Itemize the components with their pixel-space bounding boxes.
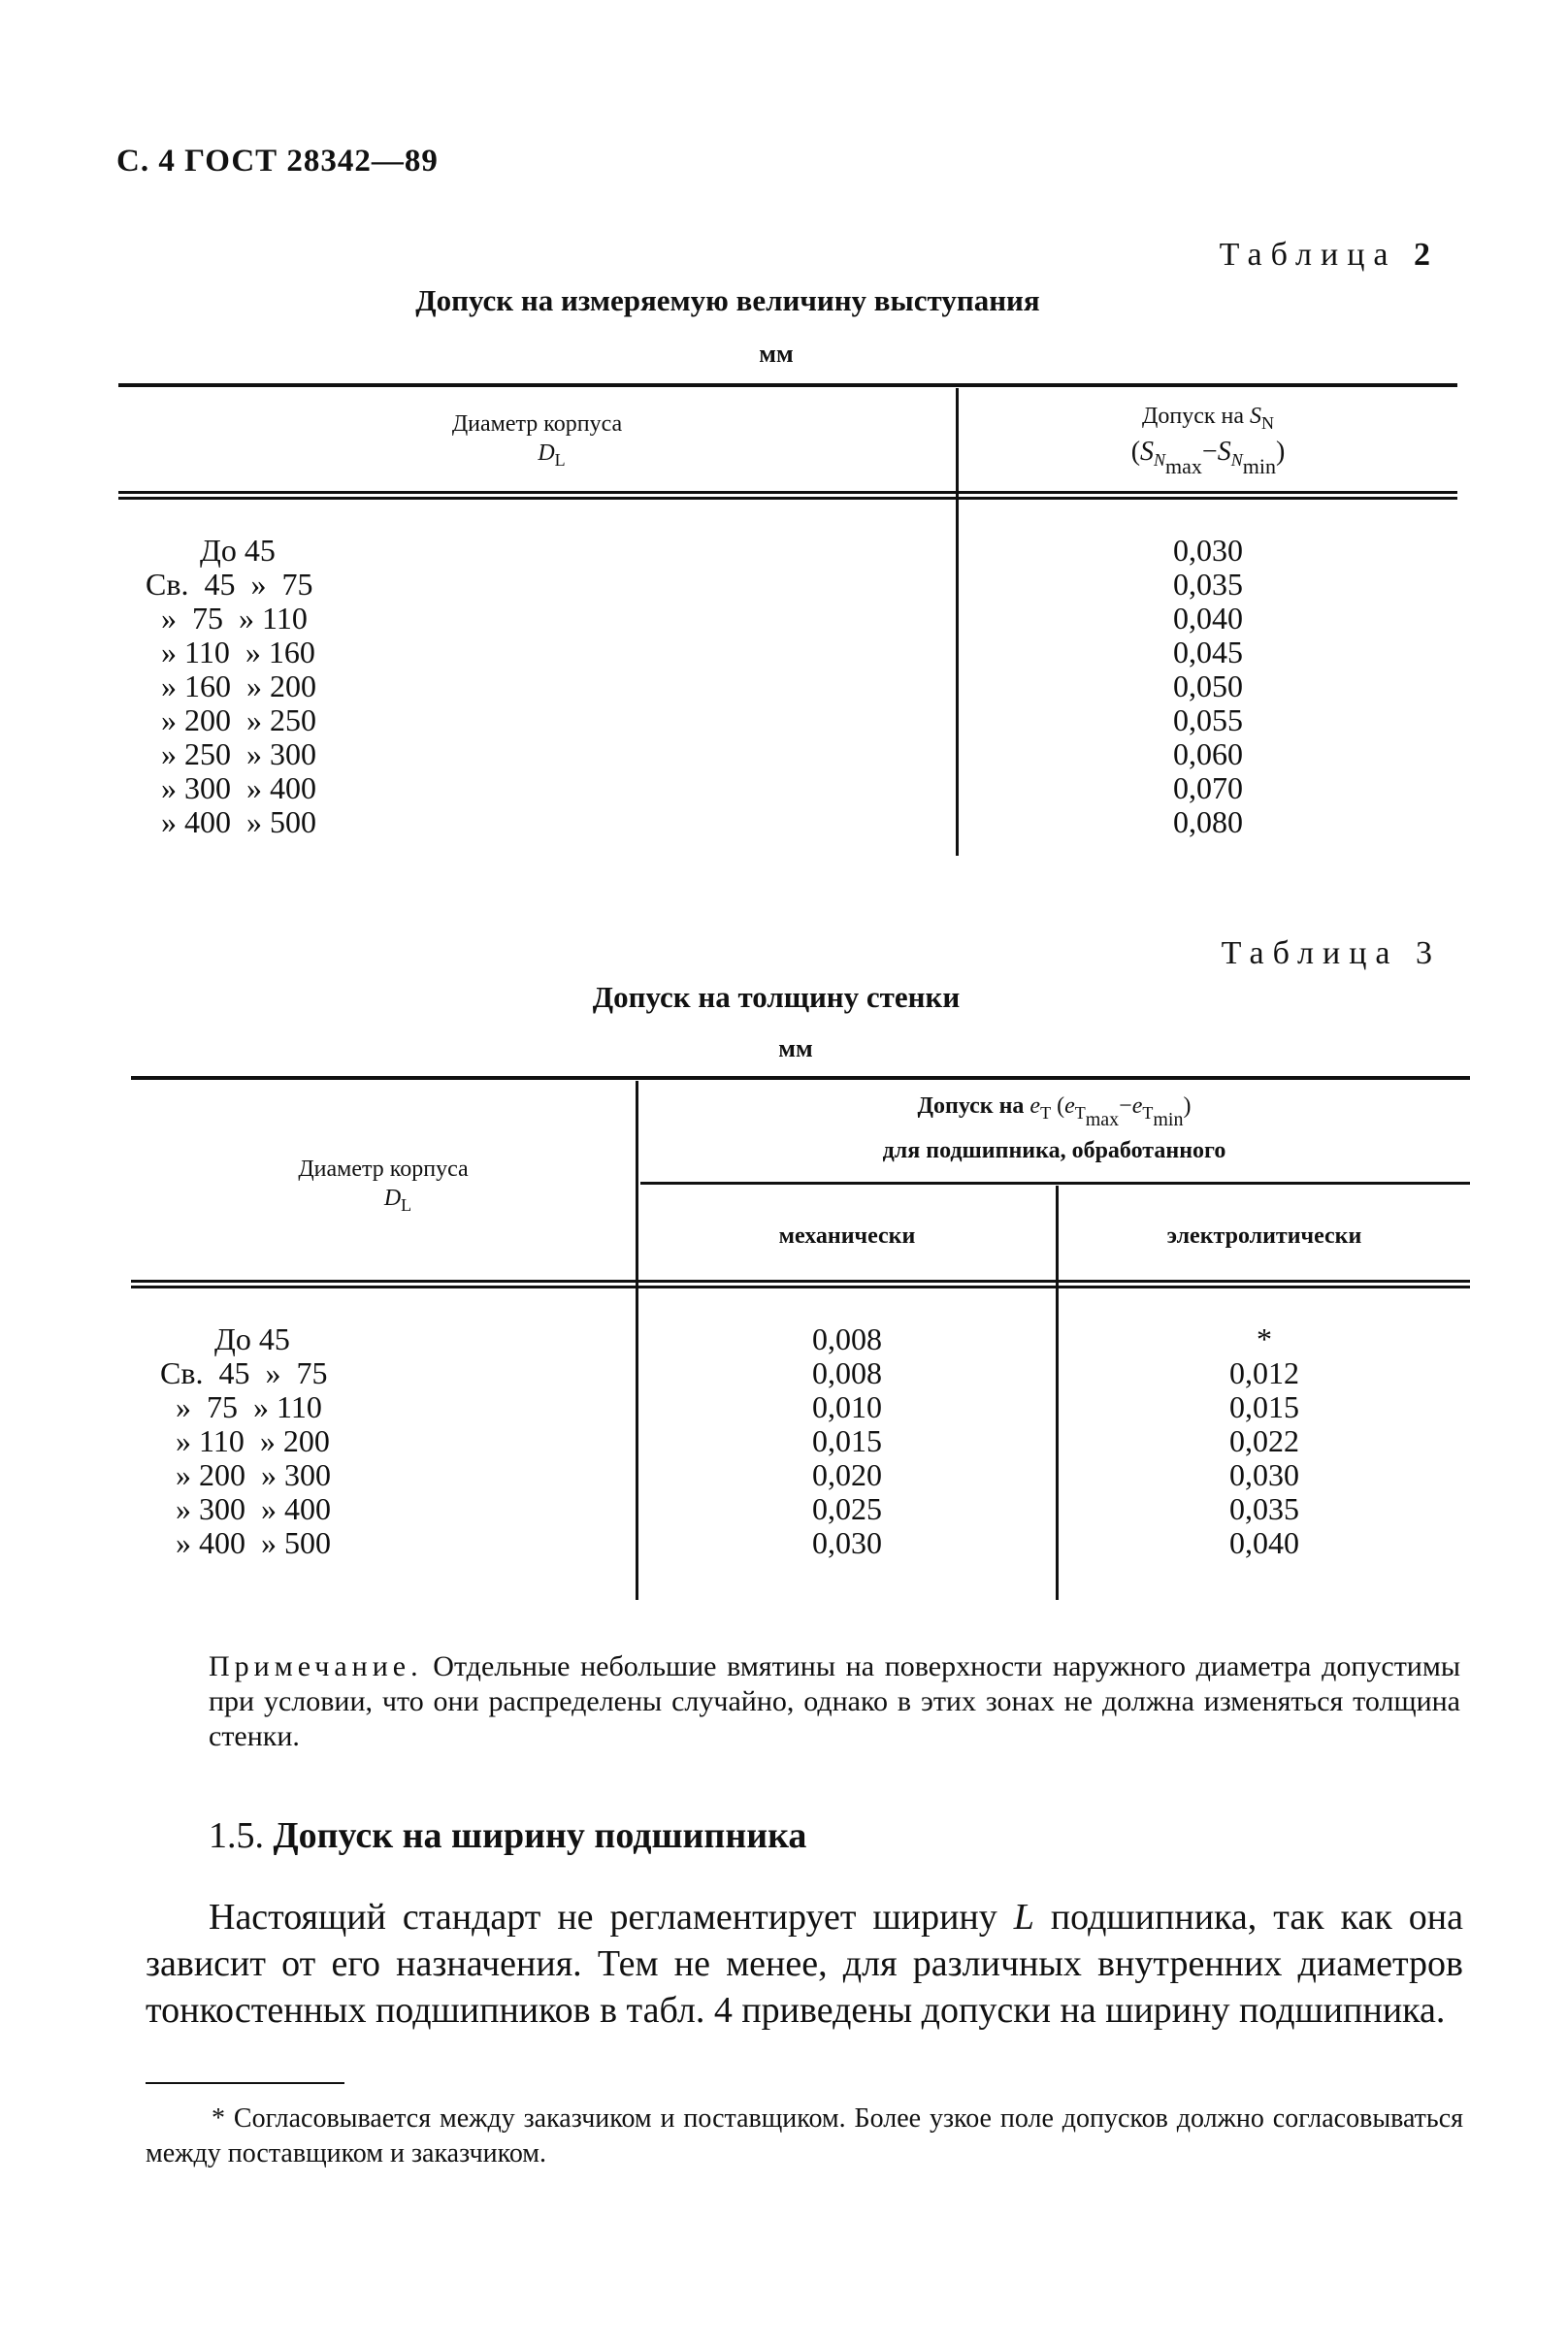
- table3-group-header-line1: Допуск на $e_T$ $(e_{Tmax}-e_{Tmin})$: [917, 1093, 1192, 1130]
- body-paragraph: [146, 1894, 1463, 2034]
- table2-tolerance-column: [959, 534, 1457, 839]
- table3-row-mechanical: 0,015: [812, 1423, 882, 1458]
- table3-group-rule: [640, 1182, 1470, 1185]
- table2-row-tolerance: 0,055: [1173, 702, 1243, 737]
- table3-header-rule-2: [131, 1286, 1470, 1288]
- table3-row-mechanical: 0,025: [812, 1491, 882, 1526]
- table3-label-word: Таблица: [1221, 935, 1399, 971]
- table3-row-mechanical: 0,010: [812, 1389, 882, 1424]
- table2-diameter-column: [146, 534, 316, 839]
- table3-row-electrolytic: *: [1257, 1321, 1272, 1356]
- table3-col1-header: [131, 1155, 636, 1220]
- table3-row-electrolytic: 0,030: [1229, 1457, 1299, 1492]
- table3-subcol-mechanical: механически: [778, 1223, 916, 1249]
- table2-row-diameter: Св. 45 » 75: [146, 567, 313, 602]
- table2-row-tolerance: 0,070: [1173, 770, 1243, 805]
- table2-label: [1067, 237, 1430, 274]
- paragraph-text-before: Настоящий стандарт не регламентирует ширину: [209, 1897, 997, 1938]
- table3-row-diameter: » 400 » 500: [160, 1525, 331, 1560]
- table3-row-diameter: » 200 » 300: [160, 1457, 331, 1492]
- table3-row-electrolytic: 0,012: [1229, 1355, 1299, 1390]
- table2-row-diameter: До 45: [146, 533, 276, 568]
- table3-col1-header-text: Диаметр корпуса: [298, 1157, 469, 1182]
- table3-electrolytic-column: [1059, 1322, 1470, 1560]
- table2-unit: мм: [759, 340, 794, 368]
- table2-col2-header: [959, 402, 1457, 481]
- table2-label-word: Таблица: [1219, 237, 1397, 273]
- footnote-marker: *: [212, 2103, 225, 2134]
- table3-title: Допуск на толщину стенки: [592, 980, 961, 1014]
- table3-number: 3: [1416, 935, 1432, 971]
- section-number: 1.5.: [209, 1815, 264, 1856]
- table2-row-diameter: » 400 » 500: [146, 804, 316, 839]
- table3-row-diameter: До 45: [160, 1321, 290, 1356]
- table3-row-mechanical: 0,008: [812, 1355, 882, 1390]
- table2-row-diameter: » 75 » 110: [146, 601, 308, 636]
- table3-row-electrolytic: 0,035: [1229, 1491, 1299, 1526]
- table2-row-diameter: » 160 » 200: [146, 668, 316, 703]
- table2-col1-header-text: Диаметр корпуса: [451, 411, 623, 437]
- table-note: [209, 1649, 1460, 1754]
- table2-row-diameter: » 200 » 250: [146, 702, 316, 737]
- footnote-text: Согласовывается между заказчиком и поставщиком. Более узкое поле допусков должно согласовываться между поставщиком и заказчиком.: [146, 2103, 1463, 2168]
- table2-number: 2: [1414, 237, 1430, 273]
- table2-col1-symbol: $D_L$: [538, 440, 566, 470]
- table2-col1-header: [118, 409, 956, 474]
- table2-row-tolerance: 0,050: [1173, 668, 1243, 703]
- table2-col2-header-line1: Допуск на $S_N$: [1141, 404, 1275, 433]
- table2-row-tolerance: 0,035: [1173, 567, 1243, 602]
- table3-row-diameter: » 110 » 200: [160, 1423, 330, 1458]
- table3-unit: мм: [778, 1034, 813, 1062]
- footnote-rule: [146, 2082, 344, 2084]
- note-text: Отдельные небольшие вмятины на поверхности наружного диаметра допустимы при условии, что они распределены случайно, однако в этих зонах не должна изменяться толщина стенки.: [209, 1650, 1461, 1752]
- footnote: [146, 2102, 1463, 2171]
- table3-row-electrolytic: 0,022: [1229, 1423, 1299, 1458]
- table3-label: [1067, 935, 1432, 972]
- table3-row-electrolytic: 0,040: [1229, 1525, 1299, 1560]
- table3-row-electrolytic: 0,015: [1229, 1389, 1299, 1424]
- page-header: С. 4 ГОСТ 28342—89: [116, 144, 439, 179]
- table2-title: Допуск на измеряемую величину выступания: [415, 283, 1040, 317]
- table2-row-diameter: » 250 » 300: [146, 736, 316, 771]
- section-title: Допуск на ширину подшипника: [273, 1815, 807, 1856]
- table2-header-rule-1: [118, 491, 1457, 494]
- table2-top-rule: [118, 383, 1457, 387]
- table3-row-diameter: Св. 45 » 75: [160, 1355, 328, 1390]
- table2-row-diameter: » 110 » 160: [146, 635, 315, 669]
- table3-header-rule-1: [131, 1280, 1470, 1283]
- table3-group-header: [638, 1091, 1470, 1166]
- table3-row-mechanical: 0,008: [812, 1321, 882, 1356]
- table2-header-rule-2: [118, 497, 1457, 500]
- table3-top-rule: [131, 1076, 1470, 1080]
- table3-mechanical-column: [638, 1322, 1056, 1560]
- table3-diameter-column: [160, 1322, 331, 1560]
- table2-col2-formula: $(S_{Nmax}-S_{Nmin})$: [1130, 437, 1286, 478]
- table2-row-tolerance: 0,040: [1173, 601, 1243, 636]
- section-heading: [209, 1814, 806, 1857]
- note-lead: Примечание.: [209, 1650, 423, 1682]
- table3-group-header-line2: для подшипника, обработанного: [882, 1138, 1226, 1163]
- table3-row-mechanical: 0,030: [812, 1525, 882, 1560]
- table2-row-tolerance: 0,045: [1173, 635, 1243, 669]
- table3-row-mechanical: 0,020: [812, 1457, 882, 1492]
- table3-col1-symbol: $D_L$: [383, 1186, 412, 1215]
- table3-subcol-electrolytic: электролитически: [1166, 1223, 1362, 1249]
- paragraph-text-after: подшипника, так как она зависит от его назначения. Тем не менее, для различных внутренних диаметров тонкостенных подшипников в табл. 4 приведены допуски на ширину подшипника.: [146, 1897, 1463, 2031]
- paragraph-symbol: L: [1013, 1897, 1034, 1938]
- table2-row-diameter: » 300 » 400: [146, 770, 316, 805]
- table2-row-tolerance: 0,030: [1173, 533, 1243, 568]
- table3-row-diameter: » 300 » 400: [160, 1491, 331, 1526]
- table3-row-diameter: » 75 » 110: [160, 1389, 322, 1424]
- table2-row-tolerance: 0,080: [1173, 804, 1243, 839]
- table2-row-tolerance: 0,060: [1173, 736, 1243, 771]
